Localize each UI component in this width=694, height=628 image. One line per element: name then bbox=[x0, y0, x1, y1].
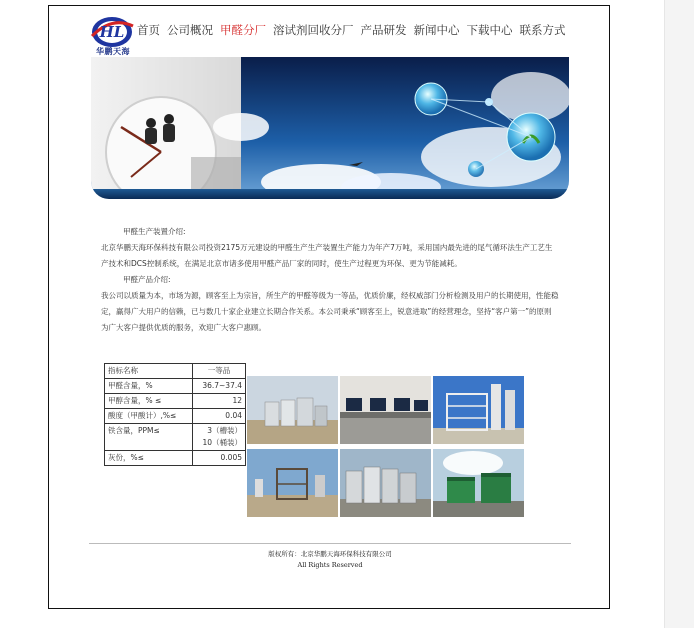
nav-item-rnd[interactable]: 产品研发 bbox=[360, 23, 407, 37]
table-row bbox=[105, 394, 246, 409]
plant-photo-control-room[interactable] bbox=[340, 376, 431, 444]
footer-divider bbox=[89, 543, 571, 544]
plant-photo-cooling-towers[interactable] bbox=[433, 449, 524, 517]
nav-item-company[interactable]: 公司概况 bbox=[167, 23, 213, 37]
svg-text:HL: HL bbox=[99, 23, 125, 41]
nav-item-downloads[interactable]: 下载中心 bbox=[466, 23, 513, 37]
section-text-plant: 北京华鹏天海环保科技有限公司投资2175万元建设的甲醛生产生产装置生产能力为年产7万吨，采用国内最先进的尾气循环法生产工艺生产技术和DCS控制系统，在满足北京市诸多使用甲醛产品厂家的同时，使生产过程更为环保、更为节能减耗。 bbox=[101, 243, 553, 268]
table-cell-name: 甲醇含量，% ≤ bbox=[105, 394, 193, 409]
table-row bbox=[105, 409, 246, 424]
nav-item-home[interactable]: 首页 bbox=[137, 23, 160, 37]
nav-item-news[interactable]: 新闻中心 bbox=[413, 23, 460, 37]
scrollbar-track[interactable] bbox=[664, 0, 694, 628]
logo-name: 华鹏天海 bbox=[96, 47, 130, 56]
section-text-product: 我公司以质量为本，市场为源，顾客至上为宗旨，所生产的甲醛等级为一等品，优质价廉，经权威部门分析检测及用户的长期使用，性能稳定，赢得广大用户的信赖，已与数几十家企业建立长期合作关系。本公司秉承“顾客至上，锐意进取”的经营理念，坚持“客户第一”的原则为广大客户提供优质的服务，欢迎广大客户惠顾。 bbox=[101, 291, 559, 332]
section-title-product: 甲醛产品介绍: bbox=[123, 275, 171, 284]
main-content bbox=[101, 224, 559, 336]
section-title-plant: 甲醛生产装置介绍: bbox=[123, 227, 186, 236]
nav-item-solvent-recovery[interactable]: 溶试剂回收分厂 bbox=[273, 23, 354, 37]
table-header-cell: 指标名称 bbox=[105, 364, 193, 379]
plant-photo-tanks[interactable] bbox=[247, 376, 338, 444]
nav-item-contact[interactable]: 联系方式 bbox=[519, 23, 566, 37]
footer-rights: All Rights Reserved bbox=[297, 561, 363, 569]
page-frame bbox=[48, 5, 610, 609]
table-row bbox=[105, 451, 246, 466]
main-nav bbox=[137, 22, 573, 38]
plant-photo-storage[interactable] bbox=[340, 449, 431, 517]
table-cell-name: 酸度（甲酸计）,%≤ bbox=[105, 409, 193, 424]
table-cell-name: 铁含量，PPM≤ bbox=[105, 424, 193, 451]
table-header-row bbox=[105, 364, 246, 379]
table-cell-value: 0.005 bbox=[193, 451, 246, 466]
plant-photo-structure[interactable] bbox=[433, 376, 524, 444]
table-cell-name: 甲醛含量，% bbox=[105, 379, 193, 394]
plant-photo-frame[interactable] bbox=[247, 449, 338, 517]
table-row bbox=[105, 424, 246, 451]
table-cell-value: 12 bbox=[193, 394, 246, 409]
table-row bbox=[105, 379, 246, 394]
table-cell-name: 灰份，%≤ bbox=[105, 451, 193, 466]
table-cell-value: 3（槽装） 10（桶装） bbox=[193, 424, 246, 451]
table-cell-value: 36.7~37.4 bbox=[193, 379, 246, 394]
table-header-cell: 一等品 bbox=[193, 364, 246, 379]
nav-item-formaldehyde-plant[interactable]: 甲醛分厂 bbox=[220, 23, 266, 37]
footer-copyright: 版权所有：北京华鹏天海环保科技有限公司 bbox=[268, 550, 392, 558]
spec-table bbox=[104, 363, 246, 466]
hero-banner bbox=[91, 57, 569, 199]
table-cell-value: 0.04 bbox=[193, 409, 246, 424]
